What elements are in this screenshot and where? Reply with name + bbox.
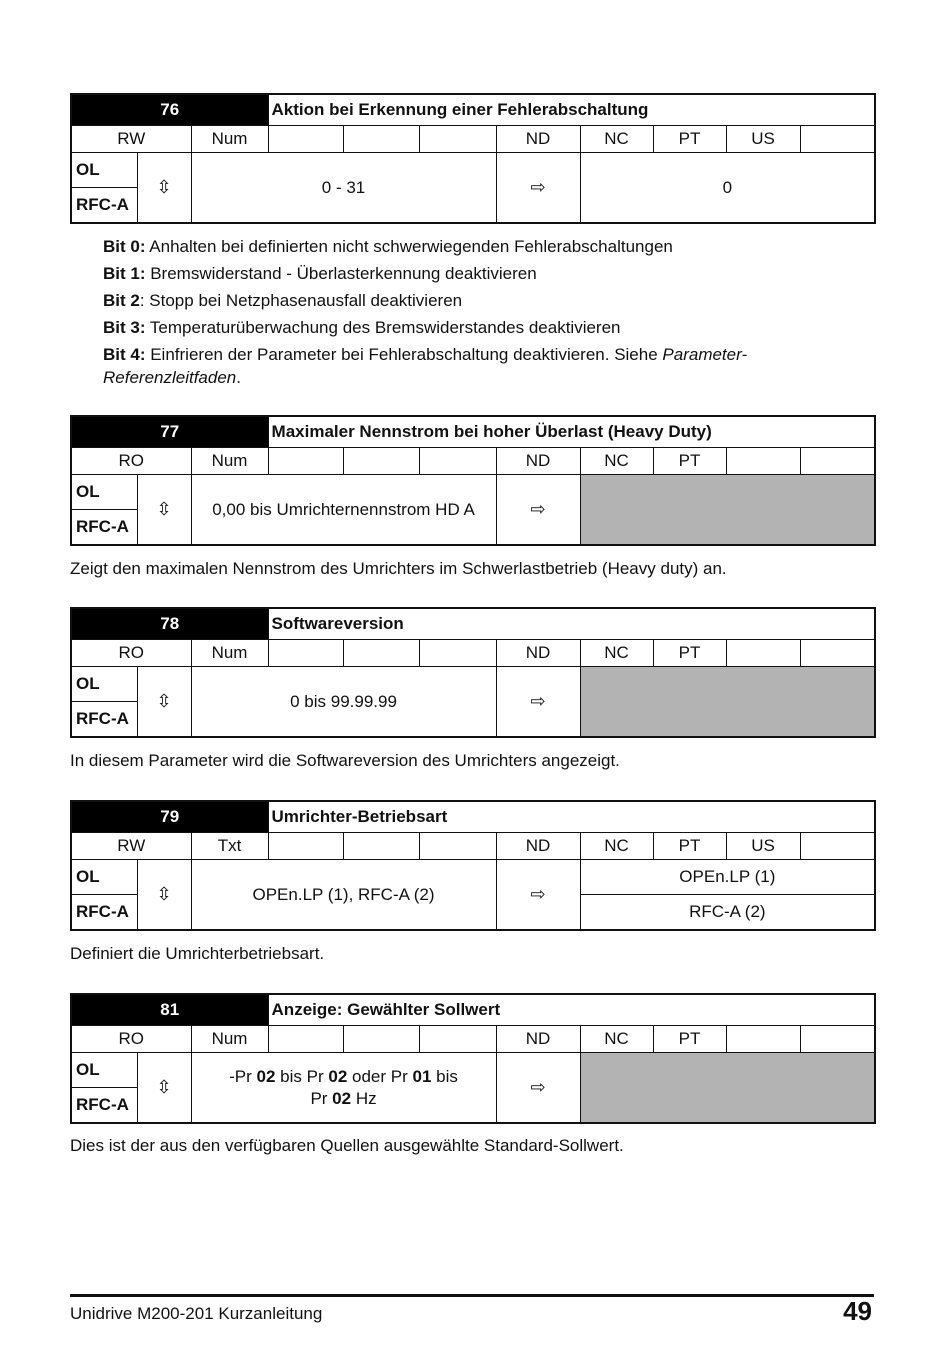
- footer-divider: [70, 1294, 874, 1297]
- flag-nc: NC: [580, 640, 653, 667]
- parameter-title: Softwareversion: [268, 608, 875, 640]
- flag-pt: PT: [653, 833, 726, 860]
- range-arrow-icon: ⇳: [137, 667, 191, 738]
- flag-empty: [726, 640, 800, 667]
- default-unavailable: [580, 1053, 875, 1124]
- flag-nc: NC: [580, 448, 653, 475]
- access-type: RW: [71, 833, 191, 860]
- parameter-76-block: [70, 93, 874, 224]
- default-arrow-icon: ⇨: [496, 860, 580, 931]
- default-arrow-icon: ⇨: [496, 667, 580, 738]
- parameter-title: Anzeige: Gewählter Sollwert: [268, 994, 875, 1026]
- flag-us: US: [726, 126, 800, 153]
- mode-rfc: RFC-A: [71, 702, 137, 738]
- bit-2-line: Bit 2: Stopp bei Netzphasenausfall deaktivieren: [103, 291, 463, 310]
- parameter-range: OPEn.LP (1), RFC-A (2): [191, 860, 496, 931]
- flag-pt: PT: [653, 640, 726, 667]
- parameter-number: 79: [71, 801, 268, 833]
- flag-nd: ND: [496, 448, 580, 475]
- flag-us: US: [726, 833, 800, 860]
- access-type: RW: [71, 126, 191, 153]
- access-type: RO: [71, 448, 191, 475]
- range-arrow-icon: ⇳: [137, 153, 191, 224]
- parameter-number: 81: [71, 994, 268, 1026]
- mode-rfc: RFC-A: [71, 510, 137, 546]
- parameter-78-description: In diesem Parameter wird die Softwareversion des Umrichters angezeigt.: [70, 751, 620, 770]
- footer-page-number: 49: [843, 1296, 872, 1326]
- data-type: Num: [191, 126, 268, 153]
- flag-nd: ND: [496, 1026, 580, 1053]
- flag-nc: NC: [580, 833, 653, 860]
- default-arrow-icon: ⇨: [496, 153, 580, 224]
- parameter-range: 0,00 bis Umrichternennstrom HD A: [191, 475, 496, 546]
- mode-ol: OL: [71, 860, 137, 895]
- parameter-79-description: Definiert die Umrichterbetriebsart.: [70, 944, 325, 963]
- reference-guide-link: Parameter-Referenzleitfaden: [103, 345, 748, 387]
- bit-0-line: Bit 0: Anhalten bei definierten nicht schwerwiegenden Fehlerabschaltungen: [103, 237, 673, 256]
- mode-ol: OL: [71, 153, 137, 188]
- mode-ol: OL: [71, 1053, 137, 1088]
- default-unavailable: [580, 475, 875, 546]
- parameter-81-table: [70, 993, 876, 1124]
- data-type: Txt: [191, 833, 268, 860]
- parameter-77-table: [70, 415, 876, 546]
- data-type: Num: [191, 448, 268, 475]
- default-arrow-icon: ⇨: [496, 475, 580, 546]
- bit-description-list: [103, 235, 823, 393]
- data-type: Num: [191, 1026, 268, 1053]
- default-ol: OPEn.LP (1): [580, 860, 875, 895]
- parameter-title: Aktion bei Erkennung einer Fehlerabschaltung: [268, 94, 875, 126]
- mode-ol: OL: [71, 475, 137, 510]
- flag-nd: ND: [496, 833, 580, 860]
- parameter-range: 0 bis 99.99.99: [191, 667, 496, 738]
- parameter-79-table: [70, 800, 876, 931]
- parameter-title: Umrichter-Betriebsart: [268, 801, 875, 833]
- parameter-77-description: Zeigt den maximalen Nennstrom des Umrichters im Schwerlastbetrieb (Heavy duty) an.: [70, 559, 727, 578]
- parameter-76-table: [70, 93, 876, 224]
- flag-pt: PT: [653, 126, 726, 153]
- data-type: Num: [191, 640, 268, 667]
- flag-nc: NC: [580, 1026, 653, 1053]
- parameter-range: -Pr 02 bis Pr 02 oder Pr 01 bis Pr 02 Hz: [191, 1053, 496, 1124]
- parameter-78-table: [70, 607, 876, 738]
- parameter-number: 77: [71, 416, 268, 448]
- flag-pt: PT: [653, 1026, 726, 1053]
- bit-1-line: Bit 1: Bremswiderstand - Überlasterkennung deaktivieren: [103, 264, 537, 283]
- default-rfc: RFC-A (2): [580, 895, 875, 931]
- mode-rfc: RFC-A: [71, 1088, 137, 1124]
- access-type: RO: [71, 1026, 191, 1053]
- range-arrow-icon: ⇳: [137, 860, 191, 931]
- footer-document-title: Unidrive M200-201 Kurzanleitung: [70, 1304, 323, 1323]
- flag-empty: [726, 448, 800, 475]
- mode-ol: OL: [71, 667, 137, 702]
- parameter-77-block: [70, 415, 874, 546]
- parameter-number: 76: [71, 94, 268, 126]
- parameter-default: 0: [580, 153, 875, 224]
- range-arrow-icon: ⇳: [137, 1053, 191, 1124]
- flag-empty: [726, 1026, 800, 1053]
- flag-nd: ND: [496, 126, 580, 153]
- parameter-81-description: Dies ist der aus den verfügbaren Quellen ausgewählte Standard-Sollwert.: [70, 1136, 624, 1155]
- parameter-title: Maximaler Nennstrom bei hoher Überlast (Heavy Duty): [268, 416, 875, 448]
- parameter-range: 0 - 31: [191, 153, 496, 224]
- default-arrow-icon: ⇨: [496, 1053, 580, 1124]
- parameter-number: 78: [71, 608, 268, 640]
- range-arrow-icon: ⇳: [137, 475, 191, 546]
- default-unavailable: [580, 667, 875, 738]
- bit-3-line: Bit 3: Temperaturüberwachung des Bremswiderstandes deaktivieren: [103, 318, 621, 337]
- flag-pt: PT: [653, 448, 726, 475]
- bit-4-line: Bit 4: Einfrieren der Parameter bei Fehlerabschaltung deaktivieren. Siehe Parameter-Referenzleitfaden.: [103, 345, 748, 387]
- parameter-78-block: [70, 607, 874, 738]
- flag-nd: ND: [496, 640, 580, 667]
- access-type: RO: [71, 640, 191, 667]
- mode-rfc: RFC-A: [71, 188, 137, 224]
- parameter-81-block: [70, 993, 874, 1124]
- parameter-79-block: [70, 800, 874, 931]
- flag-nc: NC: [580, 126, 653, 153]
- mode-rfc: RFC-A: [71, 895, 137, 931]
